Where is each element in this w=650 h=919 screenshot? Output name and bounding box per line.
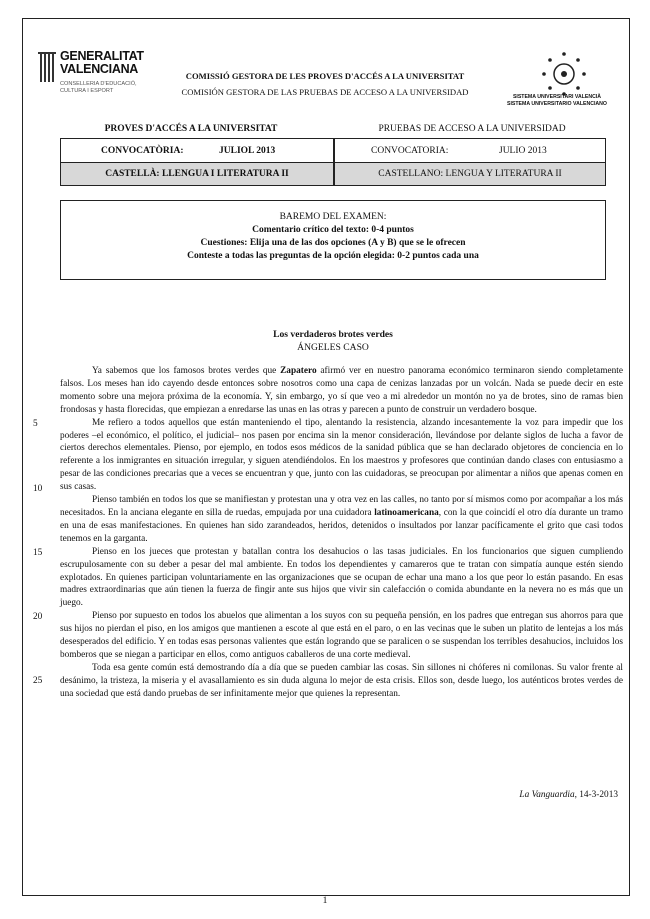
suv-name-valencian: SISTEMA UNIVERSITARI VALENCIÀ (512, 94, 602, 100)
convocatoria-label: CONVOCATÒRIA: (101, 146, 184, 156)
convocatoria-cell-spanish (334, 138, 606, 163)
generalitat-emblem-icon (38, 52, 58, 86)
text-run: Ya sabemos que los famosos brotes verdes que (92, 366, 281, 376)
convocatoria-value: JULIOL 2013 (219, 146, 276, 156)
page-number: 1 (322, 896, 328, 906)
paragraph: Pienso en los jueces que protestan y batallan contra los desahucios o las tasas judiciales. En los funcionarios que siguen cumpliendo escrupulosamente con su deber a pesar del mal ambiente. En todos los dependientes y camareros que te tratan con simpatía aunque estén siendo explotados. En quienes participan voluntariamente en las organizaciones que se ocupan de echar una mano a los que peor lo están pasando. En esas madres extraordinarias que aún tienen la fuerza de fingir ante sus hijos que vivir sin calefacción o comida abundante en la nevera no es más que un juego. (60, 546, 623, 609)
suv-name-spanish: SISTEMA UNIVERSITARIO VALENCIANO (507, 101, 607, 107)
header-spanish: COMISIÓN GESTORA DE LAS PRUEBAS DE ACCESO A LA UNIVERSIDAD (181, 87, 469, 97)
paragraph (60, 494, 623, 546)
article-body (60, 365, 623, 701)
article-title: Los verdaderos brotes verdes (273, 329, 393, 340)
convocatoria-label: CONVOCATORIA: (371, 146, 449, 156)
text-run: Pienso también en todos los que se manifiestan y protestan una y otra vez en las calles, no tanto por sí mismos como por acompañar a los más necesitados. En la anciana elegante en silla de ruedas, empujada por una cuidadora (60, 495, 623, 518)
generalitat-logo (38, 50, 148, 110)
header-valencian: COMISSIÓ GESTORA DE LES PROVES D'ACCÉS A LA UNIVERSITAT (185, 71, 465, 81)
line-number: 15 (33, 548, 43, 558)
paragraph: Me refiero a todos aquellos que están manteniendo el tipo, alentando la resistencia, alzando incesantemente la voz para impedir que los poderes –el económico, el político, el judicial– nos pasen por encima sin la menor consideración, llevándose por delante siglos de lucha a favor de ciertos derechos elementales. Pienso, por ejemplo, en todos esos médicos de la sanidad pública que se han declarado objetores de conciencia en lo referente a los inmigrantes en situación irregular, y siguen atendiéndolos. En los maestros y profesores que continúan dando clases con entusiasmo a pesar de las condiciones precarias que a veces se encuentran y que, junto con las cuidadoras, se preocupan por alimentar a niños que apenas comen en sus casas. (60, 417, 623, 493)
grading-box (60, 200, 606, 280)
source-publication: La Vanguardia (519, 790, 575, 800)
line-number: 5 (33, 419, 38, 429)
text-run-bold: Zapatero (280, 366, 317, 376)
article-author: ÁNGELES CASO (297, 342, 369, 353)
paragraph: Pienso por supuesto en todos los abuelos que alimentan a los suyos con su pequeña pensión, en los padres que entregan sus ahorros para que sus hijos no pierdan el piso, en los amigos que mantienen a escote al que está en el paro, o en las vecinas que le suben un platito de lentejas a los más desesperados del edificio. Y en todas esas personas valientes que están logrando que se paralicen o se suspendan los terribles desahucios, incluidos los bomberos que se niegan a participar en ellos, como antiguos caballeros de una corte medieval. (60, 611, 623, 660)
line-number: 20 (33, 612, 43, 622)
subject-valencian: CASTELLÀ: LLENGUA I LITERATURA II (60, 162, 334, 186)
exam-title-spanish: PRUEBAS DE ACCESO A LA UNIVERSIDAD (378, 124, 566, 134)
line-number: 10 (33, 484, 43, 494)
subject-spanish: CASTELLANO: LENGUA Y LITERATURA II (334, 162, 606, 186)
convocatoria-cell-valencian (60, 138, 334, 163)
article-source (380, 790, 618, 800)
text-run-bold: latinoamericana (374, 507, 439, 518)
generalitat-name: GENERALITAT VALENCIANA (60, 49, 144, 76)
grading-line: Conteste a todas las preguntas de la opción elegida: 0-2 puntos cada una (187, 251, 479, 261)
paragraph (60, 365, 623, 417)
text-run: afirmó ver en nuestro panorama económico terminaron siendo completamente falsos. Los meses han ido cayendo desde entonces sobre nosotros como una capa de cenizas lanzadas por un volcán. Nada se puede decir en este momento sobre una mejora próxima de la economía. Y, sin embargo, yo sí que veo a mi alrededor un montón no ya de brotes, sino de ramas bien frondosas y hasta florecidas, que empiezan a enredarse las unas en las otras y parecen a punto de construir un verdadero bosque. (60, 366, 623, 415)
grading-line: Cuestiones: Elija una de las dos opciones (A y B) que se le ofrecen (200, 238, 466, 248)
source-date: , 14-3-2013 (574, 790, 618, 800)
exam-title-valencian: PROVES D'ACCÉS A LA UNIVERSITAT (104, 124, 278, 134)
grading-line: Comentario crítico del texto: 0-4 puntos (252, 225, 414, 235)
paragraph: Toda esa gente común está demostrando día a día que se pueden cambiar las cosas. Sin sillones ni chóferes ni comilonas. Su valor frente al desánimo, la tristeza, la miseria y el avasallamiento es sin duda alguna lo mejor de esta crisis. Ellos son, desde luego, los auténticos brotes verdes de una sociedad que está dando pruebas de ser infinitamente mejor que quienes la representan. (60, 662, 623, 699)
text-run: , con la que coincidí el otro día durante un tramo en una de esas manifestaciones. En quienes han sido zarandeados, heridos, detenidos o insultados por lanzar pacíficamente el grito que casi todos tenemos en la garganta. (60, 507, 623, 544)
conselleria-name: CONSELLERIA D'EDUCACIÓ, CULTURA I ESPORT (60, 81, 137, 94)
exam-info-table (60, 138, 606, 186)
grading-title: BAREMO DEL EXAMEN: (279, 212, 387, 222)
convocatoria-value: JULIO 2013 (499, 146, 547, 156)
line-number: 25 (33, 676, 43, 686)
